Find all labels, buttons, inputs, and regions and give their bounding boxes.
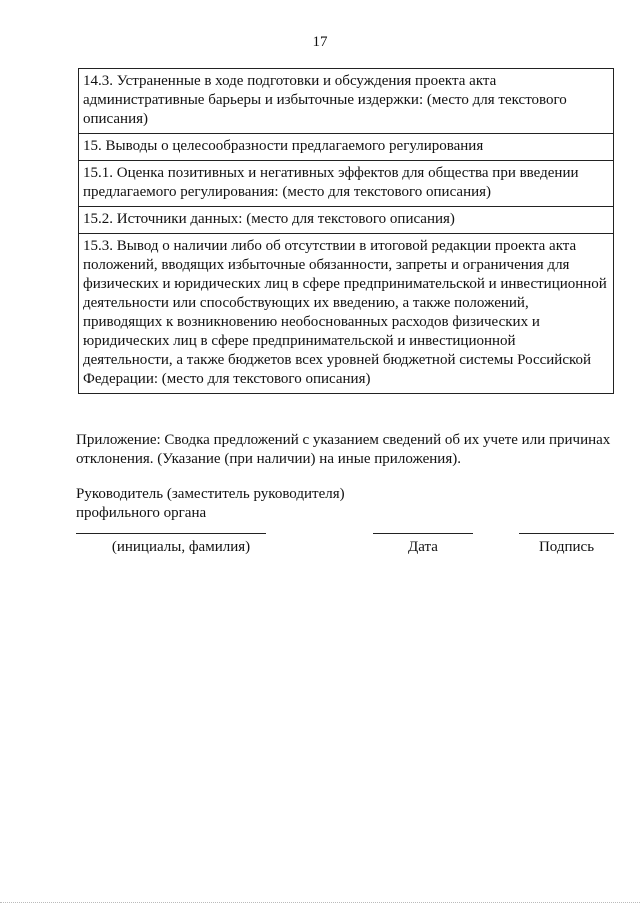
section-14-3-cell: 14.3. Устраненные в ходе подготовки и обсуждения проекта акта административные барьеры и избыточные издержки: (место для текстового описания) xyxy=(79,69,614,134)
sign-signature-line xyxy=(519,533,614,534)
section-15-cell: 15. Выводы о целесообразности предлагаемого регулирования xyxy=(79,134,614,161)
page-bottom-edge xyxy=(0,902,640,903)
section-15-3-cell: 15.3. Вывод о наличии либо об отсутствии в итоговой редакции проекта акта положений, вводящих избыточные обязанности, запреты и ограничения для физических и юридических лиц в сфере предпринимательской и инвестиционной деятельности или способствующих их введению, а также положений, приводящих к возникновению необоснованных расходов физических и юридических лиц в сфере предпринимательской и инвестиционной деятельности, а также бюджетов всех уровней бюджетной системы Российской Федерации: (место для текстового описания) xyxy=(79,234,614,394)
table-row xyxy=(79,134,614,161)
sign-label: Подпись xyxy=(538,539,595,555)
section-15-1-cell: 15.1. Оценка позитивных и негативных эффектов для общества при введении предлагаемого регулирования: (место для текстового описания) xyxy=(79,161,614,207)
table-row xyxy=(79,69,614,134)
section-15-2-cell: 15.2. Источники данных: (место для текстового описания) xyxy=(79,207,614,234)
assessment-table xyxy=(78,68,614,394)
date-signature-line xyxy=(373,533,473,534)
table-row xyxy=(79,234,614,394)
table-row xyxy=(79,207,614,234)
page-number: 17 xyxy=(312,34,328,50)
signatory-position: Руководитель (заместитель руководителя) профильного органа xyxy=(76,486,345,521)
date-label: Дата xyxy=(408,539,438,555)
name-label: (инициалы, фамилия) xyxy=(111,539,251,555)
appendix-note: Приложение: Сводка предложений с указанием сведений об их учете или причинах отклонения. (Указание (при наличии) на иные приложения). xyxy=(76,432,611,467)
table-row xyxy=(79,161,614,207)
name-signature-line xyxy=(76,533,266,534)
